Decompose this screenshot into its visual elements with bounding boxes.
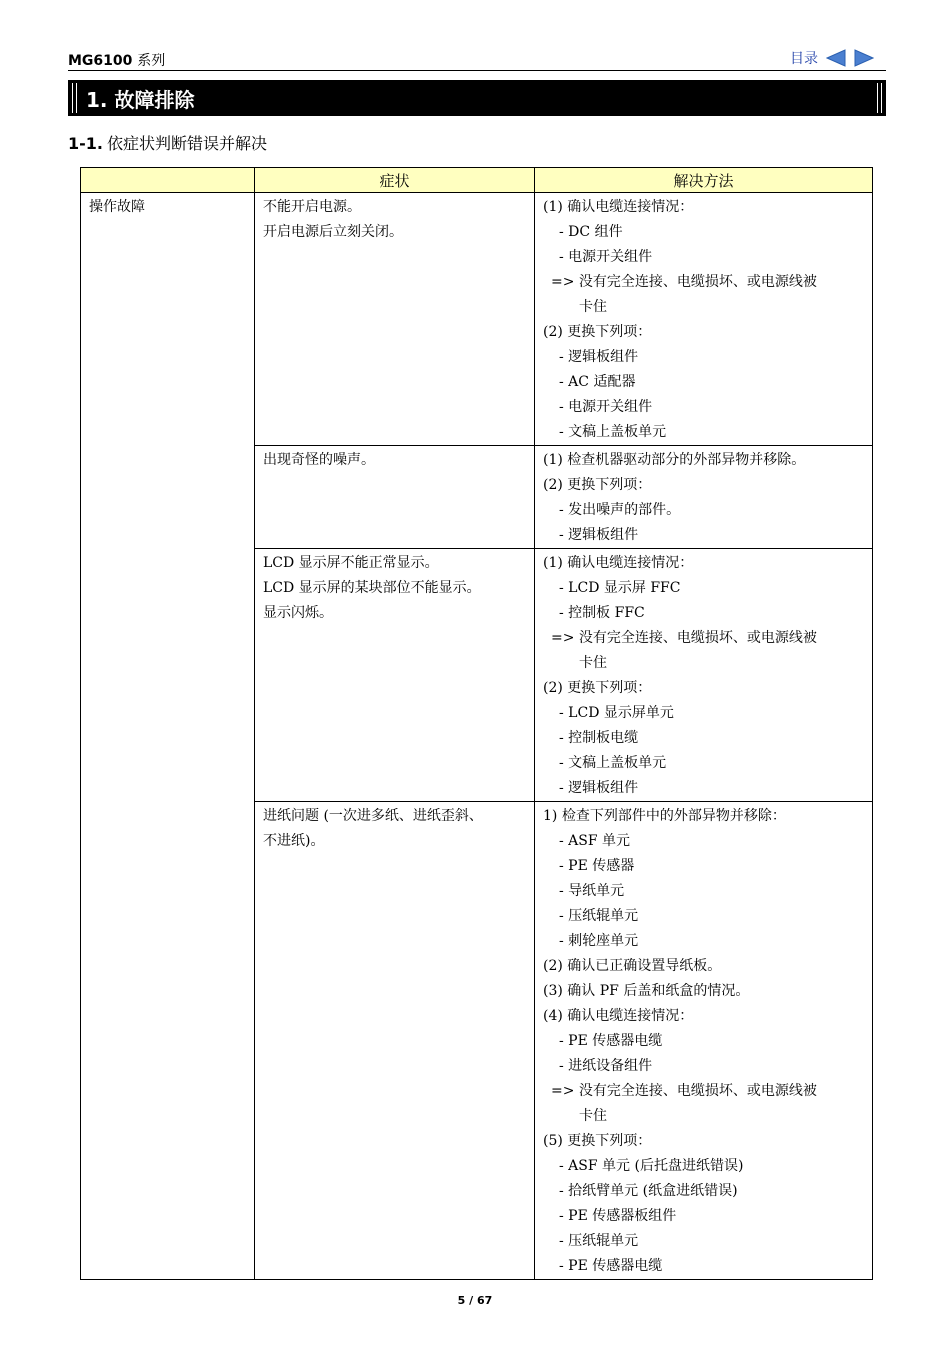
symptom-line: LCD 显示屏的某块部位不能显示。 — [263, 580, 481, 596]
section-number: 1-1. — [68, 134, 103, 153]
symptom-line: 不能开启电源。 — [263, 199, 361, 215]
solution-line: (4) 确认电缆连接情况： — [543, 1008, 694, 1024]
solution-line: - 逻辑板组件 — [559, 780, 639, 796]
solution-line: => 没有完全连接、电缆损坏、或电源线被 — [551, 630, 817, 646]
solution-line: - PE 传感器板组件 — [559, 1208, 677, 1224]
troubleshooting-table — [80, 167, 873, 1280]
table-row — [81, 193, 873, 446]
model-series: 系列 — [137, 53, 166, 69]
solution-line: - 逻辑板组件 — [559, 527, 639, 543]
banner-rule-right — [881, 83, 882, 113]
section-text: 依症状判断错误并解决 — [106, 134, 267, 153]
solution-line: - 电源开关组件 — [559, 249, 653, 265]
header-solution: 解决方法 — [535, 168, 873, 193]
solution-line: (1) 确认电缆连接情况： — [543, 199, 694, 215]
solution-line: - 导纸单元 — [559, 883, 625, 899]
symptom-cell — [255, 549, 535, 802]
solution-line: - PE 传感器电缆 — [559, 1033, 663, 1049]
solution-line: - LCD 显示屏单元 — [559, 705, 674, 721]
solution-line: 卡住 — [579, 1108, 607, 1124]
solution-line: (1) 确认电缆连接情况： — [543, 555, 694, 571]
solution-line: - 压纸辊单元 — [559, 908, 639, 924]
solution-line: - PE 传感器 — [559, 858, 635, 874]
toc-link[interactable]: 目录 — [790, 51, 818, 67]
solution-line: - 控制板 FFC — [559, 605, 645, 621]
solution-line: - 文稿上盖板单元 — [559, 424, 667, 440]
table-header-row — [81, 168, 873, 193]
solution-line: - PE 传感器电缆 — [559, 1258, 663, 1274]
solution-line: - DC 组件 — [559, 224, 623, 240]
solution-line: 1) 检查下列部件中的外部异物并移除： — [543, 808, 786, 824]
solution-line: - AC 适配器 — [559, 374, 636, 390]
page-number: 5 / 67 — [457, 1294, 493, 1307]
category-cell — [81, 193, 255, 1280]
header-symptom: 症状 — [255, 168, 535, 193]
symptom-line: LCD 显示屏不能正常显示。 — [263, 555, 439, 571]
solution-line: (5) 更换下列项： — [543, 1133, 652, 1149]
category-label: 操作故障 — [89, 199, 145, 215]
solution-line: 卡住 — [579, 655, 607, 671]
symptom-cell — [255, 193, 535, 446]
solution-line: - LCD 显示屏 FFC — [559, 580, 681, 596]
solution-line: - 逻辑板组件 — [559, 349, 639, 365]
solution-line: - ASF 单元 (后托盘进纸错误) — [559, 1158, 744, 1174]
solution-line: - 刺轮座单元 — [559, 933, 639, 949]
solution-line: - 压纸辊单元 — [559, 1233, 639, 1249]
solution-line: - 发出噪声的部件。 — [559, 502, 681, 518]
section-title — [68, 131, 267, 154]
page-nav — [790, 48, 874, 68]
solution-line: - 电源开关组件 — [559, 399, 653, 415]
solution-cell — [535, 193, 873, 446]
table-body — [81, 193, 873, 1280]
symptom-line: 进纸问题 (一次进多纸、进纸歪斜、 — [263, 808, 483, 824]
symptom-cell — [255, 446, 535, 549]
solution-line: - 文稿上盖板单元 — [559, 755, 667, 771]
symptom-line: 不进纸)。 — [263, 833, 325, 849]
banner-rule-right-inner — [877, 83, 878, 113]
triangle-left-icon[interactable] — [826, 49, 846, 67]
model-number: MG6100 — [68, 53, 133, 69]
header-category — [81, 168, 255, 193]
solution-cell — [535, 802, 873, 1280]
solution-line: => 没有完全连接、电缆损坏、或电源线被 — [551, 274, 817, 290]
solution-line: (2) 更换下列项： — [543, 324, 652, 340]
symptom-line: 开启电源后立刻关闭。 — [263, 224, 403, 240]
solution-cell — [535, 549, 873, 802]
solution-line: - 控制板电缆 — [559, 730, 639, 746]
solution-line: (1) 检查机器驱动部分的外部异物并移除。 — [543, 452, 806, 468]
chapter-title: 1. 故障排除 — [86, 88, 195, 112]
page-header — [68, 48, 886, 71]
symptom-cell — [255, 802, 535, 1280]
solution-line: (2) 更换下列项： — [543, 477, 652, 493]
solution-line: (2) 确认已正确设置导纸板。 — [543, 958, 722, 974]
symptom-line: 显示闪烁。 — [263, 605, 333, 621]
solution-line: 卡住 — [579, 299, 607, 315]
solution-line: => 没有完全连接、电缆损坏、或电源线被 — [551, 1083, 817, 1099]
solution-line: - 拾纸臂单元 (纸盒进纸错误) — [559, 1183, 738, 1199]
solution-cell — [535, 446, 873, 549]
solution-line: (2) 更换下列项： — [543, 680, 652, 696]
model-name — [68, 50, 165, 70]
solution-line: - ASF 单元 — [559, 833, 631, 849]
banner-rule-left — [72, 83, 73, 113]
chapter-banner — [68, 80, 886, 116]
triangle-right-icon[interactable] — [854, 49, 874, 67]
solution-line: - 进纸设备组件 — [559, 1058, 653, 1074]
banner-rule-left-inner — [76, 83, 77, 113]
solution-line: (3) 确认 PF 后盖和纸盒的情况。 — [543, 983, 750, 999]
symptom-line: 出现奇怪的噪声。 — [263, 452, 375, 468]
